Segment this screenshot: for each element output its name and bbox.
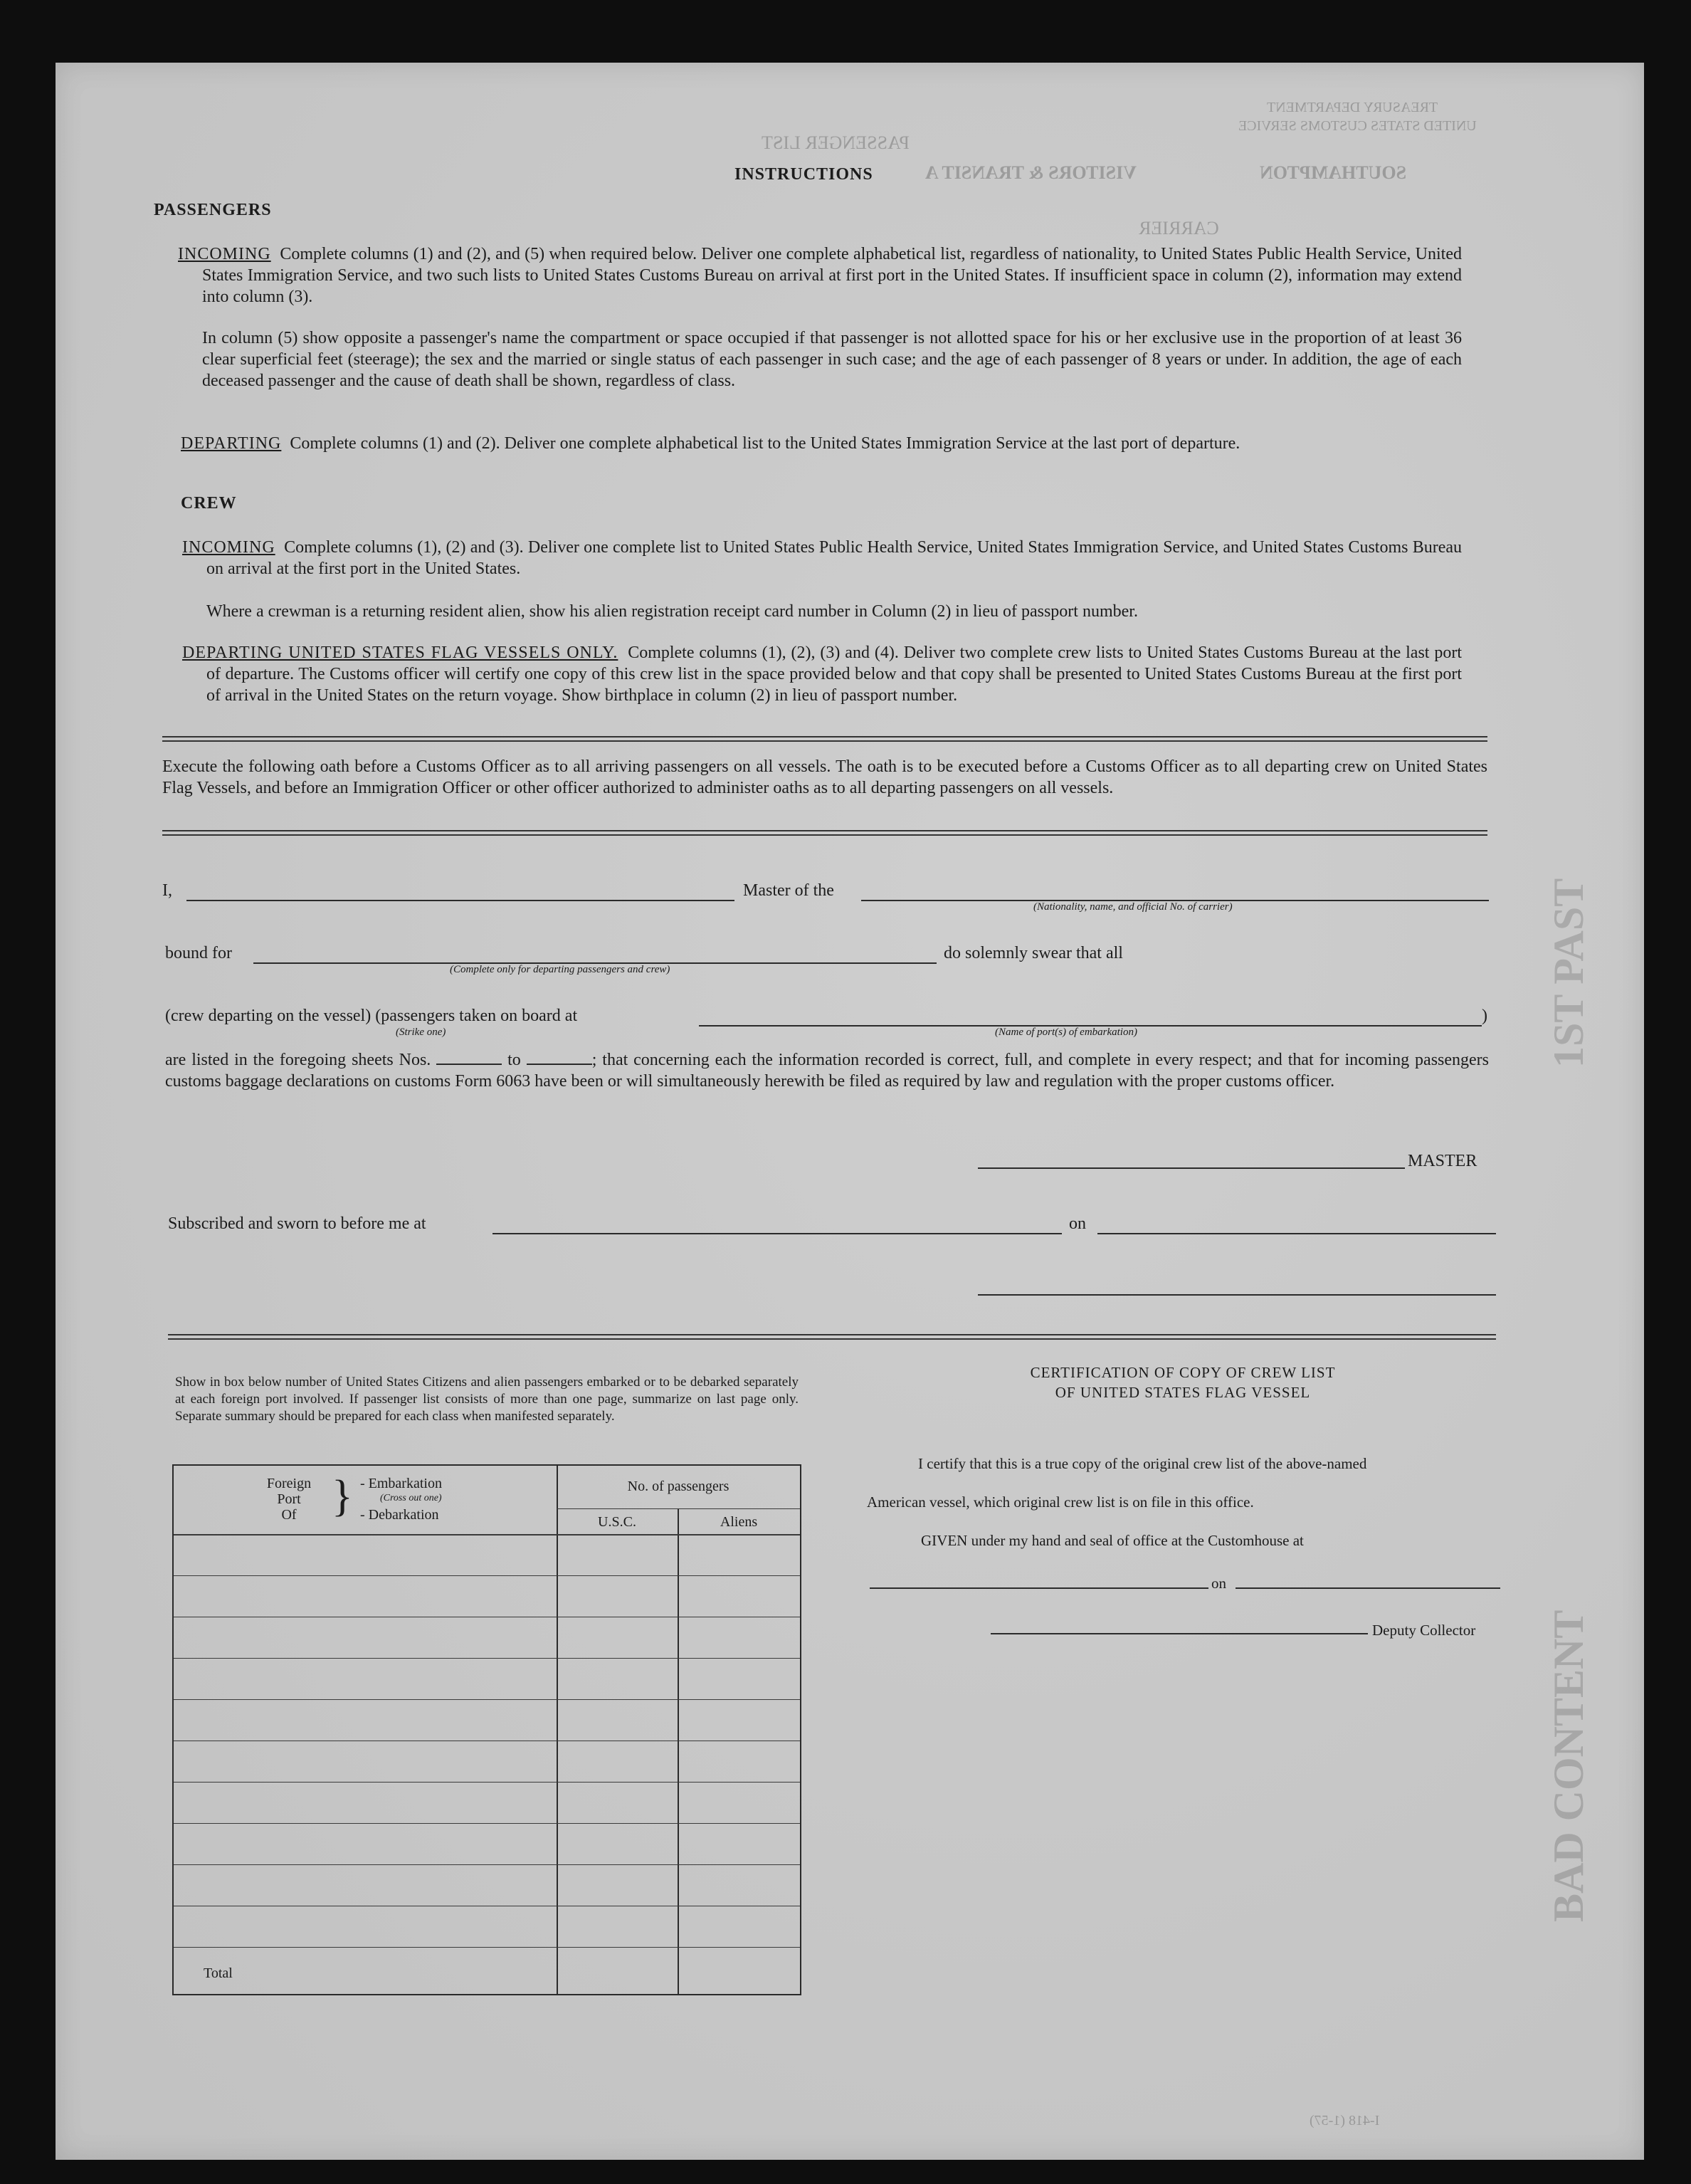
subscribed-label: Subscribed and sworn to before me at: [168, 1214, 426, 1233]
debarkation-label: - Debarkation: [360, 1507, 439, 1523]
oath-i-label: I,: [162, 881, 172, 900]
deputy-collector-label: Deputy Collector: [1372, 1622, 1476, 1639]
close-paren: ): [1482, 1007, 1487, 1025]
passengers-heading: PASSENGERS: [154, 201, 272, 219]
foreign-label: Foreign: [266, 1476, 312, 1491]
passengers-departing-instructions: [181, 433, 1462, 454]
master-signature-field[interactable]: [978, 1167, 1405, 1169]
total-label: Total: [204, 1965, 233, 1981]
summary-note: Show in box below number of United States Citizens and alien passengers embarked or to be debarked separately at each foreign port involved. If passenger list consists of more than one page, summarize on last page only. Separate summary should be prepared for each class when manifested separately.: [175, 1375, 799, 1424]
certification-on-label: on: [1211, 1575, 1226, 1592]
sheets-to-label: to: [507, 1051, 521, 1069]
certification-date-field[interactable]: [1236, 1587, 1500, 1589]
crew-departing-label: DEPARTING UNITED STATES FLAG VESSELS ONLY.: [182, 644, 618, 662]
officer-signature-field[interactable]: [978, 1294, 1496, 1296]
crew-incoming-instructions: [182, 537, 1463, 579]
section-divider: [168, 1334, 1496, 1340]
bleed-through-text: PASSENGER LIST: [762, 132, 910, 153]
certification-title-1: CERTIFICATION OF COPY OF CREW LIST: [1030, 1364, 1336, 1381]
section-divider: [162, 736, 1487, 742]
table-row: [174, 1947, 800, 1948]
master-name-field[interactable]: [186, 900, 734, 901]
usc-header: U.S.C.: [598, 1514, 636, 1530]
master-label: MASTER: [1408, 1152, 1477, 1170]
bleed-through-text: UNITED STATES CUSTOMS SERVICE: [1238, 118, 1477, 134]
aliens-header: Aliens: [720, 1514, 758, 1530]
bleed-through-text: I-418 (1-57): [1310, 2113, 1380, 2128]
master-of-label: Master of the: [743, 881, 834, 900]
passengers-incoming-instructions: [178, 243, 1462, 308]
sheets-certification-text: [165, 1049, 1489, 1092]
port-hint: (Name of port(s) of embarkation): [995, 1027, 1137, 1038]
column-divider: [557, 1466, 558, 1994]
bound-for-hint: (Complete only for departing passengers and crew): [450, 964, 670, 975]
table-row: [174, 1823, 800, 1824]
passengers-departing-text: Complete columns (1) and (2). Deliver one complete alphabetical list to the United States Immigration Service at the last port of departure.: [290, 434, 1240, 453]
bleed-through-text: SOUTHAMPTON: [1260, 162, 1407, 183]
no-of-passengers-header: No. of passengers: [627, 1479, 729, 1494]
passengers-departing-label: DEPARTING: [181, 434, 282, 453]
cross-out-hint: (Cross out one): [380, 1493, 442, 1503]
subscribed-on-label: on: [1069, 1214, 1086, 1233]
bleed-through-text: TREASURY DEPARTMENT: [1267, 100, 1438, 115]
certification-line-2: American vessel, which original crew list is on file in this office.: [867, 1493, 1254, 1511]
customhouse-field[interactable]: [870, 1587, 1208, 1589]
bleed-through-text: CARRIER: [1139, 218, 1219, 238]
strike-one-hint: (Strike one): [396, 1027, 446, 1038]
swear-text: do solemnly swear that all: [944, 944, 1123, 962]
bound-for-label: bound for: [165, 944, 232, 962]
deputy-signature-field[interactable]: [991, 1633, 1368, 1634]
column-divider: [678, 1508, 679, 1994]
crew-incoming-label: INCOMING: [182, 538, 275, 557]
crew-departing-text: Complete columns (1), (2), (3) and (4). Deliver two complete crew lists to United States Customs Bureau at the last port of departure. The Customs officer will certify one copy of this crew list in the space provided below and that copy shall be presented to United States Customs Bureau at the first port of arrival in the United States on the return voyage. Show birthplace in column (2) in lieu of passport number.: [206, 644, 1463, 705]
subscribed-date-field[interactable]: [1097, 1233, 1496, 1234]
certification-title-2: OF UNITED STATES FLAG VESSEL: [1055, 1384, 1311, 1401]
page-title: INSTRUCTIONS: [734, 165, 873, 184]
table-row: [174, 1699, 800, 1700]
bleed-through-stamp: 1ST PAST: [1545, 878, 1592, 1068]
bleed-through-text: VISITORS & TRANSIT A: [925, 162, 1137, 183]
embarkation-label: - Embarkation: [360, 1476, 442, 1491]
of-label: Of: [281, 1507, 297, 1523]
crew-resident-alien-note: Where a crewman is a returning resident alien, show his alien registration receipt card number in Column (2) in lieu of passport number.: [206, 602, 1138, 621]
crew-incoming-text: Complete columns (1), (2) and (3). Deliver one complete list to United States Public Health Service, United States Immigration Service, and United States Customs Bureau on arrival at the first port in the United States.: [206, 538, 1463, 578]
passengers-column-5-instructions: In column (5) show opposite a passenger's name the compartment or space occupied if that passenger is not allotted space for his or her exclusive use in the proportion of at least 36 clear superficial feet (steerage); the sex and the married or single status of each passenger in such case; and the age of each passenger of 8 years or under. In addition, the age of each deceased passenger and the cause of death shall be shown, regardless of class.: [202, 329, 1462, 390]
certification-line-1: I certify that this is a true copy of the original crew list of the above-named: [918, 1455, 1367, 1472]
bleed-through-stamp: BAD CONTENT: [1545, 1610, 1592, 1922]
foreign-port-of-label: [259, 1476, 319, 1523]
carrier-hint: (Nationality, name, and official No. of carrier): [1033, 901, 1233, 913]
header-divider: [557, 1508, 800, 1509]
passengers-incoming-label: INCOMING: [178, 245, 271, 263]
subscribed-place-field[interactable]: [492, 1233, 1062, 1234]
table-row: [174, 1864, 800, 1865]
passenger-summary-table: [172, 1464, 801, 1995]
table-row: [174, 1575, 800, 1576]
passengers-incoming-text: Complete columns (1) and (2), and (5) when required below. Deliver one complete alphabetical list, regardless of nationality, to United States Public Health Service, United States Immigration Service, and two such lists to United States Customs Bureau on arrival at first port in the United States. If insufficient space in column (2), information may extend into column (3).: [202, 245, 1462, 306]
sheets-text-b: ; that concerning each the information recorded is correct, full, and complete in every respect; and that for incoming passengers customs baggage declarations on customs Form 6063 have been or will simultaneously herewith be filed as required by law and regulation with the proper customs officer.: [165, 1051, 1490, 1091]
sheet-from-field[interactable]: [436, 1051, 502, 1065]
table-row: [174, 1658, 800, 1659]
table-row: [174, 1782, 800, 1783]
section-divider: [162, 830, 1487, 836]
crew-heading: CREW: [181, 494, 237, 513]
sheet-to-field[interactable]: [527, 1051, 592, 1065]
sheets-text-a: are listed in the foregoing sheets Nos.: [165, 1051, 431, 1069]
port-label: Port: [277, 1491, 301, 1507]
certification-line-3: GIVEN under my hand and seal of office at the Customhouse at: [921, 1532, 1304, 1549]
crew-departing-instructions: [182, 642, 1463, 706]
brace-icon: }: [332, 1472, 353, 1521]
oath-intro: Execute the following oath before a Customs Officer as to all arriving passengers on all vessels. The oath is to be executed before a Customs Officer as to all departing crew on United States Flag Vessels, and before an Immigration Officer or other officer authorized to administer oaths as to all departing passengers on all vessels.: [162, 757, 1487, 797]
header-bottom-rule: [174, 1534, 800, 1535]
crew-passengers-text: (crew departing on the vessel) (passengers taken on board at: [165, 1007, 578, 1025]
